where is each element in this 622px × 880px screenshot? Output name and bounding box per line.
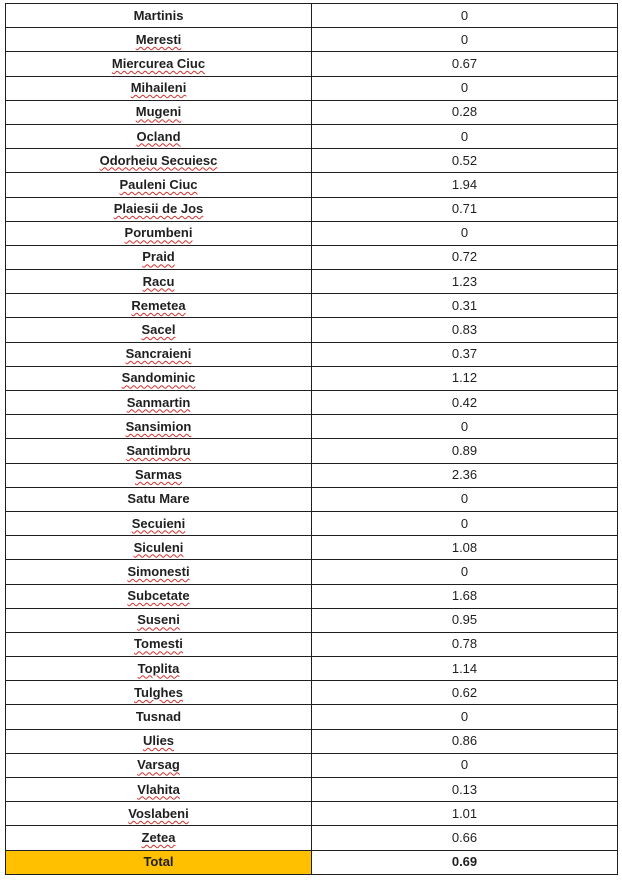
locality-name: Vlahita — [137, 781, 180, 797]
locality-value-cell — [312, 802, 618, 826]
table-row — [6, 584, 618, 608]
locality-value: 0.95 — [451, 612, 478, 628]
locality-value: 0 — [460, 7, 469, 23]
locality-value: 0 — [460, 225, 469, 241]
locality-name: Plaiesii de Jos — [113, 201, 204, 217]
locality-value: 0 — [460, 563, 469, 579]
locality-value: 0.66 — [451, 829, 478, 845]
locality-name-cell — [6, 149, 312, 173]
locality-name-cell — [6, 76, 312, 100]
locality-name-cell — [6, 28, 312, 52]
table-row — [6, 511, 618, 535]
locality-name-cell — [6, 197, 312, 221]
locality-name: Varsag — [137, 757, 180, 773]
locality-name: Remetea — [131, 297, 186, 313]
locality-name: Toplita — [137, 660, 180, 676]
locality-name: Sarmas — [135, 467, 182, 483]
locality-value-cell — [312, 28, 618, 52]
table-row — [6, 366, 618, 390]
locality-value-cell — [312, 149, 618, 173]
table-row — [6, 197, 618, 221]
locality-name-cell — [6, 245, 312, 269]
locality-name-cell — [6, 681, 312, 705]
locality-name-cell — [6, 778, 312, 802]
total-row — [6, 850, 618, 874]
table-row — [6, 826, 618, 850]
locality-name-cell — [6, 632, 312, 656]
locality-name: Pauleni Ciuc — [119, 176, 198, 192]
locality-value-cell — [312, 124, 618, 148]
locality-value: 0.62 — [451, 684, 478, 700]
table-row — [6, 173, 618, 197]
locality-value-cell — [312, 294, 618, 318]
table-row — [6, 487, 618, 511]
locality-name-cell — [6, 4, 312, 28]
locality-value: 1.68 — [451, 588, 478, 604]
locality-name-cell — [6, 729, 312, 753]
locality-value: 0.86 — [451, 733, 478, 749]
locality-name: Satu Mare — [127, 491, 190, 507]
locality-name-cell — [6, 560, 312, 584]
table-row — [6, 294, 618, 318]
locality-value-cell — [312, 270, 618, 294]
locality-value-cell — [312, 632, 618, 656]
locality-value: 1.01 — [451, 805, 478, 821]
locality-value: 0 — [460, 80, 469, 96]
locality-name: Martinis — [133, 7, 184, 23]
locality-name-cell — [6, 536, 312, 560]
locality-name-cell — [6, 439, 312, 463]
locality-value-cell — [312, 391, 618, 415]
table-row — [6, 270, 618, 294]
locality-value: 0 — [460, 31, 469, 47]
locality-value-cell — [312, 560, 618, 584]
locality-name: Praid — [142, 249, 175, 265]
table-row — [6, 342, 618, 366]
locality-value: 0 — [460, 491, 469, 507]
locality-value: 0 — [460, 515, 469, 531]
locality-value: 0.37 — [451, 346, 478, 362]
total-label: Total — [143, 854, 174, 870]
locality-value-cell — [312, 245, 618, 269]
locality-name-cell — [6, 826, 312, 850]
table-row — [6, 608, 618, 632]
table-row — [6, 124, 618, 148]
locality-value-cell — [312, 52, 618, 76]
table-row — [6, 318, 618, 342]
locality-value-cell — [312, 4, 618, 28]
locality-value-cell — [312, 487, 618, 511]
locality-name: Suseni — [137, 612, 180, 628]
locality-name-cell — [6, 270, 312, 294]
locality-name: Sandominic — [121, 370, 196, 386]
table-row — [6, 560, 618, 584]
locality-value-cell — [312, 778, 618, 802]
locality-value: 0.31 — [451, 297, 478, 313]
locality-value: 0.13 — [451, 781, 478, 797]
locality-value-cell — [312, 76, 618, 100]
locality-value: 0 — [460, 709, 469, 725]
locality-value: 1.12 — [451, 370, 478, 386]
locality-name-cell — [6, 124, 312, 148]
locality-name: Ulies — [142, 733, 175, 749]
table-row — [6, 657, 618, 681]
locality-name: Tomesti — [134, 636, 183, 652]
locality-name-cell — [6, 342, 312, 366]
locality-name-cell — [6, 52, 312, 76]
table-row — [6, 705, 618, 729]
locality-value-cell — [312, 729, 618, 753]
table-row — [6, 439, 618, 463]
locality-value: 1.94 — [451, 176, 478, 192]
total-value: 0.69 — [451, 854, 478, 870]
table-row — [6, 76, 618, 100]
locality-name-cell — [6, 487, 312, 511]
locality-value-cell — [312, 415, 618, 439]
locality-values-table — [5, 3, 618, 875]
locality-name-cell — [6, 391, 312, 415]
locality-value-cell — [312, 826, 618, 850]
locality-name-cell — [6, 294, 312, 318]
total-label-cell — [6, 850, 312, 874]
locality-value-cell — [312, 584, 618, 608]
locality-name-cell — [6, 463, 312, 487]
locality-value: 0.71 — [451, 201, 478, 217]
locality-name: Siculeni — [133, 539, 184, 555]
locality-value-cell — [312, 608, 618, 632]
table-row — [6, 391, 618, 415]
locality-value: 0.89 — [451, 442, 478, 458]
locality-name-cell — [6, 657, 312, 681]
locality-value: 0.83 — [451, 322, 478, 338]
locality-value: 0 — [460, 757, 469, 773]
locality-value: 1.14 — [451, 660, 478, 676]
locality-name: Sansimion — [125, 418, 192, 434]
locality-name-cell — [6, 173, 312, 197]
locality-name: Mugeni — [135, 104, 182, 120]
locality-value-cell — [312, 511, 618, 535]
locality-value-cell — [312, 173, 618, 197]
locality-name-cell — [6, 100, 312, 124]
table-row — [6, 149, 618, 173]
locality-name: Sanmartin — [126, 394, 191, 410]
locality-value: 0.72 — [451, 249, 478, 265]
locality-value: 1.23 — [451, 273, 478, 289]
locality-name: Mihaileni — [130, 80, 187, 96]
table-row — [6, 681, 618, 705]
locality-name-cell — [6, 608, 312, 632]
locality-name: Racu — [142, 273, 175, 289]
locality-value-cell — [312, 681, 618, 705]
locality-name: Santimbru — [126, 442, 191, 458]
table-row — [6, 778, 618, 802]
locality-value: 0.78 — [451, 636, 478, 652]
locality-value-cell — [312, 705, 618, 729]
locality-value-cell — [312, 197, 618, 221]
locality-name: Sacel — [141, 322, 176, 338]
table-body — [6, 4, 618, 875]
table-row — [6, 463, 618, 487]
locality-value: 0.42 — [451, 394, 478, 410]
locality-name-cell — [6, 705, 312, 729]
locality-value: 2.36 — [451, 467, 478, 483]
locality-value-cell — [312, 463, 618, 487]
locality-name-cell — [6, 366, 312, 390]
locality-name: Tulghes — [134, 684, 183, 700]
table-row — [6, 632, 618, 656]
locality-name: Porumbeni — [124, 225, 193, 241]
table-row — [6, 536, 618, 560]
table-row — [6, 4, 618, 28]
table-row — [6, 802, 618, 826]
locality-value-cell — [312, 657, 618, 681]
table-row — [6, 753, 618, 777]
locality-name: Tusnad — [135, 709, 182, 725]
locality-value: 0 — [460, 128, 469, 144]
locality-value: 0.67 — [451, 55, 478, 71]
locality-name-cell — [6, 802, 312, 826]
locality-name-cell — [6, 511, 312, 535]
locality-value-cell — [312, 439, 618, 463]
locality-value-cell — [312, 536, 618, 560]
locality-name: Miercurea Ciuc — [111, 55, 206, 71]
locality-name-cell — [6, 415, 312, 439]
locality-name: Zetea — [141, 829, 176, 845]
table-row — [6, 415, 618, 439]
locality-name-cell — [6, 753, 312, 777]
data-table-container — [5, 3, 617, 875]
locality-value-cell — [312, 100, 618, 124]
table-row — [6, 245, 618, 269]
table-row — [6, 100, 618, 124]
locality-name: Ocland — [136, 128, 181, 144]
locality-name-cell — [6, 221, 312, 245]
locality-name: Voslabeni — [128, 805, 189, 821]
table-row — [6, 28, 618, 52]
locality-value-cell — [312, 342, 618, 366]
locality-name: Odorheiu Secuiesc — [99, 152, 218, 168]
locality-value: 1.08 — [451, 539, 478, 555]
total-value-cell — [312, 850, 618, 874]
table-row — [6, 729, 618, 753]
locality-name: Subcetate — [127, 588, 190, 604]
locality-name: Secuieni — [131, 515, 186, 531]
table-row — [6, 52, 618, 76]
locality-value-cell — [312, 221, 618, 245]
locality-value: 0.28 — [451, 104, 478, 120]
locality-name: Meresti — [135, 31, 182, 47]
locality-value-cell — [312, 318, 618, 342]
table-row — [6, 221, 618, 245]
locality-name: Sancraieni — [125, 346, 192, 362]
locality-value: 0.52 — [451, 152, 478, 168]
locality-name-cell — [6, 318, 312, 342]
locality-name-cell — [6, 584, 312, 608]
locality-value-cell — [312, 366, 618, 390]
locality-name: Simonesti — [127, 563, 190, 579]
locality-value: 0 — [460, 418, 469, 434]
locality-value-cell — [312, 753, 618, 777]
